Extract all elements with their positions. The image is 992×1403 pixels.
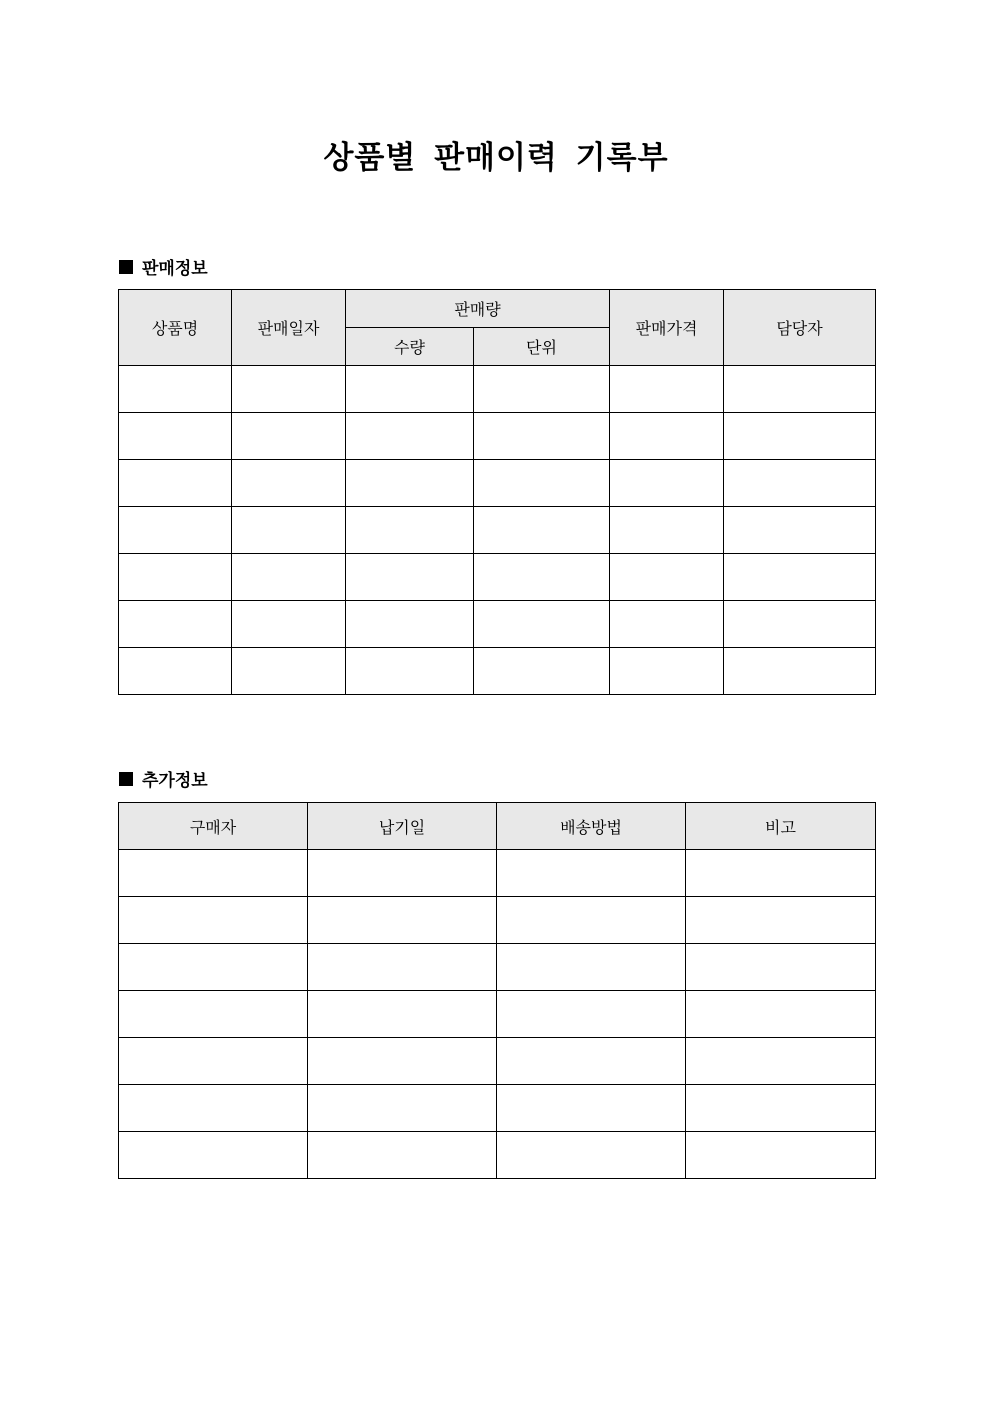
table-cell[interactable] xyxy=(724,366,876,413)
table-cell[interactable] xyxy=(497,1085,686,1132)
table-cell[interactable] xyxy=(119,1132,308,1179)
table-row xyxy=(119,413,876,460)
sales-info-table xyxy=(118,289,876,695)
table-cell[interactable] xyxy=(308,850,497,897)
square-bullet-icon xyxy=(119,260,133,274)
table-cell[interactable] xyxy=(474,366,610,413)
header-sale-price: 판매가격 xyxy=(610,290,724,366)
table-cell[interactable] xyxy=(474,507,610,554)
table-cell[interactable] xyxy=(610,554,724,601)
table-cell[interactable] xyxy=(474,554,610,601)
table-cell[interactable] xyxy=(497,897,686,944)
table-cell[interactable] xyxy=(232,554,346,601)
table-cell[interactable] xyxy=(119,1038,308,1085)
table-row xyxy=(119,1132,876,1179)
table-cell[interactable] xyxy=(346,460,474,507)
table-cell[interactable] xyxy=(686,1085,876,1132)
table-cell[interactable] xyxy=(686,850,876,897)
table-row xyxy=(119,648,876,695)
table-cell[interactable] xyxy=(724,460,876,507)
table-cell[interactable] xyxy=(610,366,724,413)
table-cell[interactable] xyxy=(346,366,474,413)
header-quantity: 수량 xyxy=(346,328,474,366)
page-title: 상품별 판매이력 기록부 xyxy=(323,140,669,176)
table-cell[interactable] xyxy=(610,507,724,554)
table-row xyxy=(119,1085,876,1132)
table-row xyxy=(119,1038,876,1085)
table-cell[interactable] xyxy=(119,944,308,991)
table-cell[interactable] xyxy=(686,991,876,1038)
table-cell[interactable] xyxy=(232,413,346,460)
table-cell[interactable] xyxy=(724,507,876,554)
header-sales-volume: 판매량 xyxy=(346,290,610,328)
table-cell[interactable] xyxy=(308,897,497,944)
table-cell[interactable] xyxy=(232,507,346,554)
table-cell[interactable] xyxy=(119,460,232,507)
table-cell[interactable] xyxy=(724,601,876,648)
header-delivery-date: 납기일 xyxy=(308,803,497,850)
header-unit: 단위 xyxy=(474,328,610,366)
header-manager: 담당자 xyxy=(724,290,876,366)
table-cell[interactable] xyxy=(119,601,232,648)
table-cell[interactable] xyxy=(119,366,232,413)
table-cell[interactable] xyxy=(232,460,346,507)
table-cell[interactable] xyxy=(119,991,308,1038)
table-cell[interactable] xyxy=(119,648,232,695)
table-cell[interactable] xyxy=(232,648,346,695)
table-cell[interactable] xyxy=(308,1132,497,1179)
extra-section-label: 추가정보 xyxy=(142,771,208,791)
table-row xyxy=(119,507,876,554)
table-cell[interactable] xyxy=(346,554,474,601)
table-cell[interactable] xyxy=(610,601,724,648)
table-cell[interactable] xyxy=(232,366,346,413)
table-cell[interactable] xyxy=(686,944,876,991)
table-cell[interactable] xyxy=(497,991,686,1038)
table-cell[interactable] xyxy=(724,554,876,601)
table-cell[interactable] xyxy=(474,601,610,648)
table-cell[interactable] xyxy=(686,1132,876,1179)
extra-info-table xyxy=(118,802,876,1179)
table-row xyxy=(119,944,876,991)
table-cell[interactable] xyxy=(474,460,610,507)
table-row xyxy=(119,554,876,601)
header-remarks: 비고 xyxy=(686,803,876,850)
table-cell[interactable] xyxy=(346,413,474,460)
table-cell[interactable] xyxy=(119,554,232,601)
header-sale-date: 판매일자 xyxy=(232,290,346,366)
table-cell[interactable] xyxy=(497,850,686,897)
table-row xyxy=(119,991,876,1038)
sales-section-label: 판매정보 xyxy=(142,259,208,279)
sales-table-body xyxy=(119,366,876,695)
table-cell[interactable] xyxy=(610,413,724,460)
table-cell[interactable] xyxy=(724,648,876,695)
table-cell[interactable] xyxy=(119,897,308,944)
table-cell[interactable] xyxy=(308,991,497,1038)
table-row xyxy=(119,460,876,507)
table-cell[interactable] xyxy=(346,648,474,695)
table-cell[interactable] xyxy=(119,413,232,460)
table-cell[interactable] xyxy=(497,944,686,991)
table-cell[interactable] xyxy=(724,413,876,460)
extra-section-heading xyxy=(119,766,208,791)
table-cell[interactable] xyxy=(610,460,724,507)
header-product-name: 상품명 xyxy=(119,290,232,366)
sales-section-heading xyxy=(119,254,208,279)
table-cell[interactable] xyxy=(308,1038,497,1085)
table-cell[interactable] xyxy=(308,1085,497,1132)
table-cell[interactable] xyxy=(610,648,724,695)
table-cell[interactable] xyxy=(474,413,610,460)
extra-table-body xyxy=(119,850,876,1179)
header-shipping-method: 배송방법 xyxy=(497,803,686,850)
table-row xyxy=(119,850,876,897)
header-buyer: 구매자 xyxy=(119,803,308,850)
table-cell[interactable] xyxy=(308,944,497,991)
table-cell[interactable] xyxy=(497,1132,686,1179)
table-cell[interactable] xyxy=(346,601,474,648)
square-bullet-icon xyxy=(119,772,133,786)
table-cell[interactable] xyxy=(474,648,610,695)
table-cell[interactable] xyxy=(119,1085,308,1132)
table-row xyxy=(119,897,876,944)
table-row xyxy=(119,366,876,413)
table-cell[interactable] xyxy=(497,1038,686,1085)
table-cell[interactable] xyxy=(232,601,346,648)
table-cell[interactable] xyxy=(686,897,876,944)
table-cell[interactable] xyxy=(686,1038,876,1085)
table-cell[interactable] xyxy=(119,850,308,897)
table-cell[interactable] xyxy=(119,507,232,554)
table-cell[interactable] xyxy=(346,507,474,554)
table-row xyxy=(119,601,876,648)
